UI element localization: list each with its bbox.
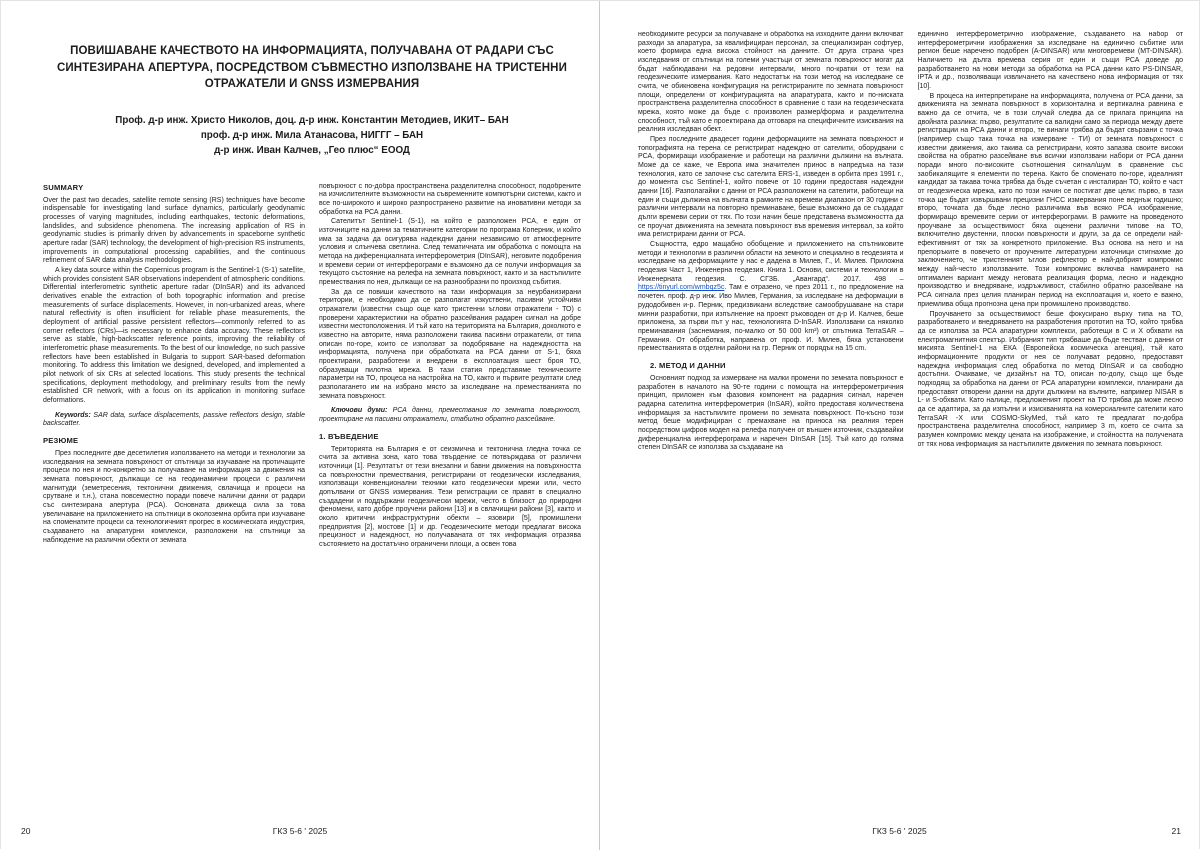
keywords-en bbox=[43, 412, 305, 429]
paragraph: A key data source within the Copernicus program is the Sentinel-1 (S-1) satellite, which provides consistent SAR observations independent of atmospheric conditions. Differential interferometric synthetic aperture radar (DInSAR) and its advanced derivatives enable the extraction of both topographic information and precise measurements of surface displacements. However, in non-urbanized areas, where natural reflectivity is often insufficient for reliable phase measurements, the deployment of artificial passive persistent reflectors—commonly referred to as corner reflectors (CRs)—is necessary to enhance data accuracy. These reflectors serve as stable, high-backscatter reference points, improving the reliability of interferometric phase measurements. To the best of our knowledge, no such passive reflectors have been established in Bulgaria to support SAR-based deformation monitoring. To address this limitation we designed, developed, and implemented a pilot network of six CRs at selected locations. This study presents the technical specifications, deployment methodology, and preliminary results from the newly established CR network, with a focus on its application in monitoring surface deformations. bbox=[43, 266, 305, 404]
paper-header bbox=[43, 1, 581, 159]
paragraph: Територията на България е от сеизмична и тектонична гледна точка се счита за активна зона, като това твърдение се потвърждава от различни източници [1]. Резултатът от тези внезапни и бавни движения на повърхността са повърхностни премествания, регистрирани от геодезически изследвания, използващи конвенционални техники като геодезически мрежи или, често допълвани от GNSS измервания. Тези регистрации се правят в специално създадени и поддържани геодезически мрежи, често в близост до природни феномени, като добре проучени райони [13] и в свлачищни райони [3], както и около критични инфраструктурни обекти – язовири [5], промишлени предприятия [2], мостове [1] и др. Геодезическите методи предлагат висока прецизност и надеждност, но получаваната от тях информация отразява състоянието на достатъчно ограничени площи, а освен това bbox=[319, 445, 581, 549]
page21-columns bbox=[638, 31, 1183, 803]
paragraph: единично интерферометрично изображение, създаването на набор от интерферометрични изображения за изследване на единично събитие или регион беше наречено подобрен (A-DINSAR) или многовремеви (MT-DINSAR). Наличието на дълга времева серия от един и същи РСА доведе до разработването на нови методи за обработка на РСА данни като PS-DINSAR, IPTA и др., позволяващи извличането на качествено нова информация от тях [10]. bbox=[917, 31, 1183, 91]
paragraph: Основният подход за измерване на малки промени по земната повърхност е разработен в началото на 90-те години с помощта на интерферометричния принцип, приложен към фазовия компонент на радарния сигнал, наречен радарна сателитна интерферометрия (InSAR), който предоставя количествена информация за настъпилите промени по земната повърхност. По-късно този метод беше модифициран с премахване на приноса на реалния терен посредством цифров модел на релефа получен от външен източник, създавайки диференциална интерферограма и наречен DInSAR [15]. Тъй като до голяма степен DInSAR се използва за създаване на bbox=[638, 374, 904, 452]
page21-column-2 bbox=[918, 31, 1184, 803]
paragraph: повърхност с по-добра пространствена разделителна способност, подобрените на изчислителните възможности на съвременните компютърни системи, както и все по-широкото и широко разпространено развитие на иновативни методи за обработка на РСА данни. bbox=[319, 182, 581, 216]
keywords-en-text: SAR data, surface displacements, passive reflectors design, stable backscatter. bbox=[43, 411, 305, 428]
paragraph: Сателитът Sentinel-1 (S-1), на който е разположен РСА, е един от източниците на данни за тематичните категории по програма Коперник, и който има за задача да осигурява надеждни данни независимо от атмосферните условия и слънчева светлина. След тематичната им обработка с помощта на метода на диференциалната интерферометрия (DInSAR), неговите подобрения и времеви серии от интерферограми е възможно да се получи информация за текущото състояние на релефа на земната повърхност, както и за настъпилите премествания по нея, дължащи се на разнообразни по произход събития. bbox=[319, 218, 581, 286]
author-line-3: д-р инж. Иван Калчев, „Гео плюс“ ЕООД bbox=[214, 145, 410, 157]
authors-block bbox=[43, 113, 581, 159]
paper-title: ПОВИШАВАНЕ КАЧЕСТВОТО НА ИНФОРМАЦИЯТА, ПОЛУЧАВАНА ОТ РАДАРИ СЪС СИНТЕЗИРАНА АПЕРТУРА, ПОСРЕДСТВОМ СЪВМЕСТНО ИЗПОЛЗВАНЕ НА ТРИСТЕННИ ОТРАЖАТЕЛИ И GNSS ИЗМЕРВАНИЯ bbox=[57, 45, 567, 91]
page21-column-1 bbox=[638, 31, 904, 803]
journal-footer-right: ГКЗ 5-6 ' 2025 bbox=[872, 826, 927, 836]
page20-columns bbox=[43, 183, 581, 811]
keywords-bg-label: Ключови думи: bbox=[331, 407, 388, 415]
page20-column-1 bbox=[43, 183, 305, 811]
section-1-heading: 1. ВЪВЕДЕНИЕ bbox=[319, 431, 379, 441]
paragraph-text: Същността, едро мащабно обобщение и приложението на спътниковите методи и технологии в различни области на земното и специално в геодезията и изследване на деформациите у нас е дадена в Милев, Г., И. Милев. Приложна геодезия Част 1, Инженерна геодезия. Книга 1. Основи, системи и технологии в Инженерната геодезия. С. СГЗБ. „Авангард“. 2017. 498 – bbox=[638, 241, 904, 283]
tinyurl-link[interactable]: https://tinyurl.com/wmbqz5c bbox=[638, 284, 725, 292]
page-21 bbox=[600, 1, 1199, 850]
paragraph: Проучването за осъществимост беше фокусирано върху типа на ТО, разработването и внедряването на разработения прототип на ТО, който трябва да се използва за РСА апаратурни комплекси, работещи в C и X обхвати на електромагнитния спектър. Избраният тип трябваше да бъде тестван с данни от мисията Sentinel-1 на ЕКА (Европейска космическа агенция), тъй като информационните продукти от нея се получават редовно, предоставят надеждна информация след обработка по метод DInSAR и са свободно достъпни. Очакваме, че дизайнът на ТО, описан по-долу, също ще бъде подходящ за обработка на данни от РСА апаратурни комплекси, планирани да предоставят отворени данни на други дължини на вълните, например NISAR в L- и S-обхвати. Като налице, предложеният проект на ТО трябва да може лесно да се адаптира, за да изпълни и изискванията на комерсиалните сателити като TerraSAR -X или COSMO-SkyMed, тъй като те предлагат по-добра пространствена разделителна способност, например 3 m, което се счита за разумен компромис между цената на изображение, и стойността на получената от тях нова информация за настъпилите движения по земната повърхност. bbox=[917, 310, 1183, 448]
section-2-heading: 2. МЕТОД И ДАННИ bbox=[650, 360, 726, 370]
author-line-2: проф. д-р инж. Мила Атанасова, НИГГГ – БАН bbox=[200, 130, 424, 142]
page-number-left: 20 bbox=[21, 826, 31, 836]
keywords-en-label: Keywords: bbox=[55, 411, 91, 419]
author-line-1: Проф. д-р инж. Христо Николов, доц. д-р инж. Константин Методиев, ИКИТ– БАН bbox=[115, 115, 509, 127]
page20-column-2 bbox=[319, 183, 581, 811]
summary-heading: SUMMARY bbox=[43, 182, 84, 192]
paragraph-text: . Там е отразено, че през 2011 г., по предложение на почетен. проф. д-р инж. Иво Милев, Германия, за изследване на деформации в рудодобивен и-р. Перник, предизвикани вследствие самообрушаване на стари минни разработки, при изпълнение на проект ръководен от д-р И. Калчев, беше приложена, за първи път у нас, технологията D-InSAR. Използвани са няколко преминавания (заснемания, по-малко от 50 000 km²) от спътника TerraSAR – Германия. От обработка, направена от проф. И. Милев, бяха установени преместванията в отделни райони на гр. Перник от порядък на 15 cm. bbox=[638, 284, 904, 353]
journal-footer-left: ГКЗ 5-6 ' 2025 bbox=[272, 826, 328, 836]
keywords-bg-text: РСА данни, премествания по земната повърхност, проектиране на пасивни отражатели, стабилно обратно разсейване. bbox=[319, 407, 581, 423]
paragraph: необходимите ресурси за получаване и обработка на изходните данни включват разходи за апаратура, за квалифициран персонал, за специализиран софтуер, което формира една висока стойност на данните. От друга страна чрез изследвания от спътници на големи участъци от земната повърхност могат да бъдат наблюдавани на редовни интервали, много по-кратки от тези на геодезическите измервания. Като недостатък на този метод на изследване се счита, че обикновена конфигурация на регистрираните по земната повърхност площи, определени от конфигурацията на апаратурата, както и по-ниската пространствена разделителна способност в сравнение с тази на геодезическата мрежа, която може да бъде с произволен размер/форма и разделителна способност, тъй като е проектирана да отговаря на специфичните изисквания на реалния изследван обект. bbox=[638, 31, 904, 134]
rezume-heading: РЕЗЮМЕ bbox=[43, 436, 79, 445]
page-number-right: 21 bbox=[1171, 826, 1181, 836]
paragraph: Over the past two decades, satellite remote sensing (RS) techniques have become indispensable for investigating land surface dynamics, particularly geodynamic processes of varying magnitudes, including earthquakes, tectonic deformations, landslides, and subsidence phenomena. The increasing application of RS in geodynamic studies is primarily driven by advancements in spaceborne synthetic aperture radar (SAR) technology, the development of high-precision RS instruments, improvements in computational processing capabilities, and the continuous refinement of SAR data analysis methodologies. bbox=[43, 196, 305, 265]
paragraph: През последните двадесет години деформациите на земната повърхност и топографията на терена се регистрират надеждно от сателити, оборудвани с РСА, формиращи изображение и работещи на различни дължини на вълната. Може да се каже, че Европа има значителен принос в напредъка на тази технология, като се започне със сателита ERS-1, изведен в орбита през 1991 г., до момента със Sentinel-1, който повече от 10 години предоставя надеждни данни [16]. Разполагайки с данни от РСА разположени на сателити, работещи на един и същи дължина на вълната в рамките на времеви диапазон от 30 години с различни интервали на повторно преминаване, беше възможно да се създадат дълги времеви серии от тях. По този начин беше представена възможността да се проучат движенията на земната повърхност във времевия интервал, за който има регистрирани данни от РСА. bbox=[638, 136, 904, 239]
paragraph: В процеса на интерпретиране на информацията, получена от РСА данни, за движенията на земната повърхност в хоризонтална и вертикална равнина е важно да се отчита, че в този случай следва да се прилага принципа на двойната разлика: първо, резултатите са валидни само за периода между двете регистрации на РСА данни и второ, те винаги трябва да бъдат свързани с точка (например също така точка на измерване - ТИ) от земната повърхност с известни движения, ако такива са регистрирани, която запазва своите високи свойства на обратно разсейване във всички използвани набори от РСА данни поради много по-високите съотношения сигнал/шум в сравнение със заобикалящите я елементи по терена. Както бе споменато по-горе, идеалният кандидат за такава точка трябва да бъде съчетан с инсталиран ТО, който е част от геодезическа мрежа, като по този начин се постигат две цели: първо, в тази точка ще бъдат извършвани прецизни ГНСС измервания поне веднъж годишно; второ, точката да бъде лесно различима във всяко РСА изображение, формиращо времевите серии от интерферограми. В рамките на проведеното проучване за осъществимост бяха оценени различни типове на ТО, включително двустенни, плоски повърхности и други, за да се определи най-ефективният от тях за конкретното приложение. Въз основа на него и на препоръките в повечето от проучените литературни източници стигнахме до заключението, че тристенният ъглов рефлектор е най-добрият компромис между най-често използваните. Този компромис включва намирането на оптимален вариант между неговата реализация форма, лесно и надеждно производство и внедряване, издръжливост, стабилно обратно разсейване на РСА сигнала през целия планиран период на експлоатация и, което е важно, приемлива обща прогнозна цена при промишлено производство. bbox=[917, 92, 1183, 308]
paragraph: През последните две десетилетия използването на методи и технологии за изследвания на земната повърхност от спътници за изучаване на протичащите процеси по нея и по-конкретно за получаване на информация за движения на земната повърхност, дължащи се на геодинамични процеси с различни магнитуди (земетресения, тектонични движения, свлачища и процеси на срутване и т.н.), стана повсеместно поради повече налични данни от радари със синтезирана апертура (РСА). Основната движеща сила за това увеличаване на приложението на спътници в околоземна орбита при изучаване на споменатите процеси са технологичният прогрес в космическата индустрия, създаването на апаратурни комплекси, разположени на спътници за наблюдение на различни обекти от земната bbox=[43, 450, 305, 544]
paragraph bbox=[638, 241, 904, 354]
paragraph: За да се повиши качеството на тази информация за неурбанизирани територии, е необходимо да се разполагат изкуствени, пасивни устойчиви отражатели (известни също още като тристенни ъглови отражатели - ТО) с проверени характеристики на обратно разсейвания радарен сигнал на добре известни местоположения. И тъй като на територията на България, доколкото е известно на авторите, няма разположени такива пасивни отражатели, от типа описан по-горе, които се използват за подобряване на надеждността на информацията, получена при обработката на РСА данни от S-1, бяха проектирани, разработени и внедрени в експлоатация шест броя ТО, образуващи пилотна мрежа. В тази статия представяме техническите параметри на ТО, процеса на настройка на ТО, както и първите резултати след разполагането им на избрано място за изследване на преместванията по земната повърхност. bbox=[319, 288, 581, 400]
keywords-bg bbox=[319, 407, 581, 424]
page-20 bbox=[1, 1, 600, 850]
